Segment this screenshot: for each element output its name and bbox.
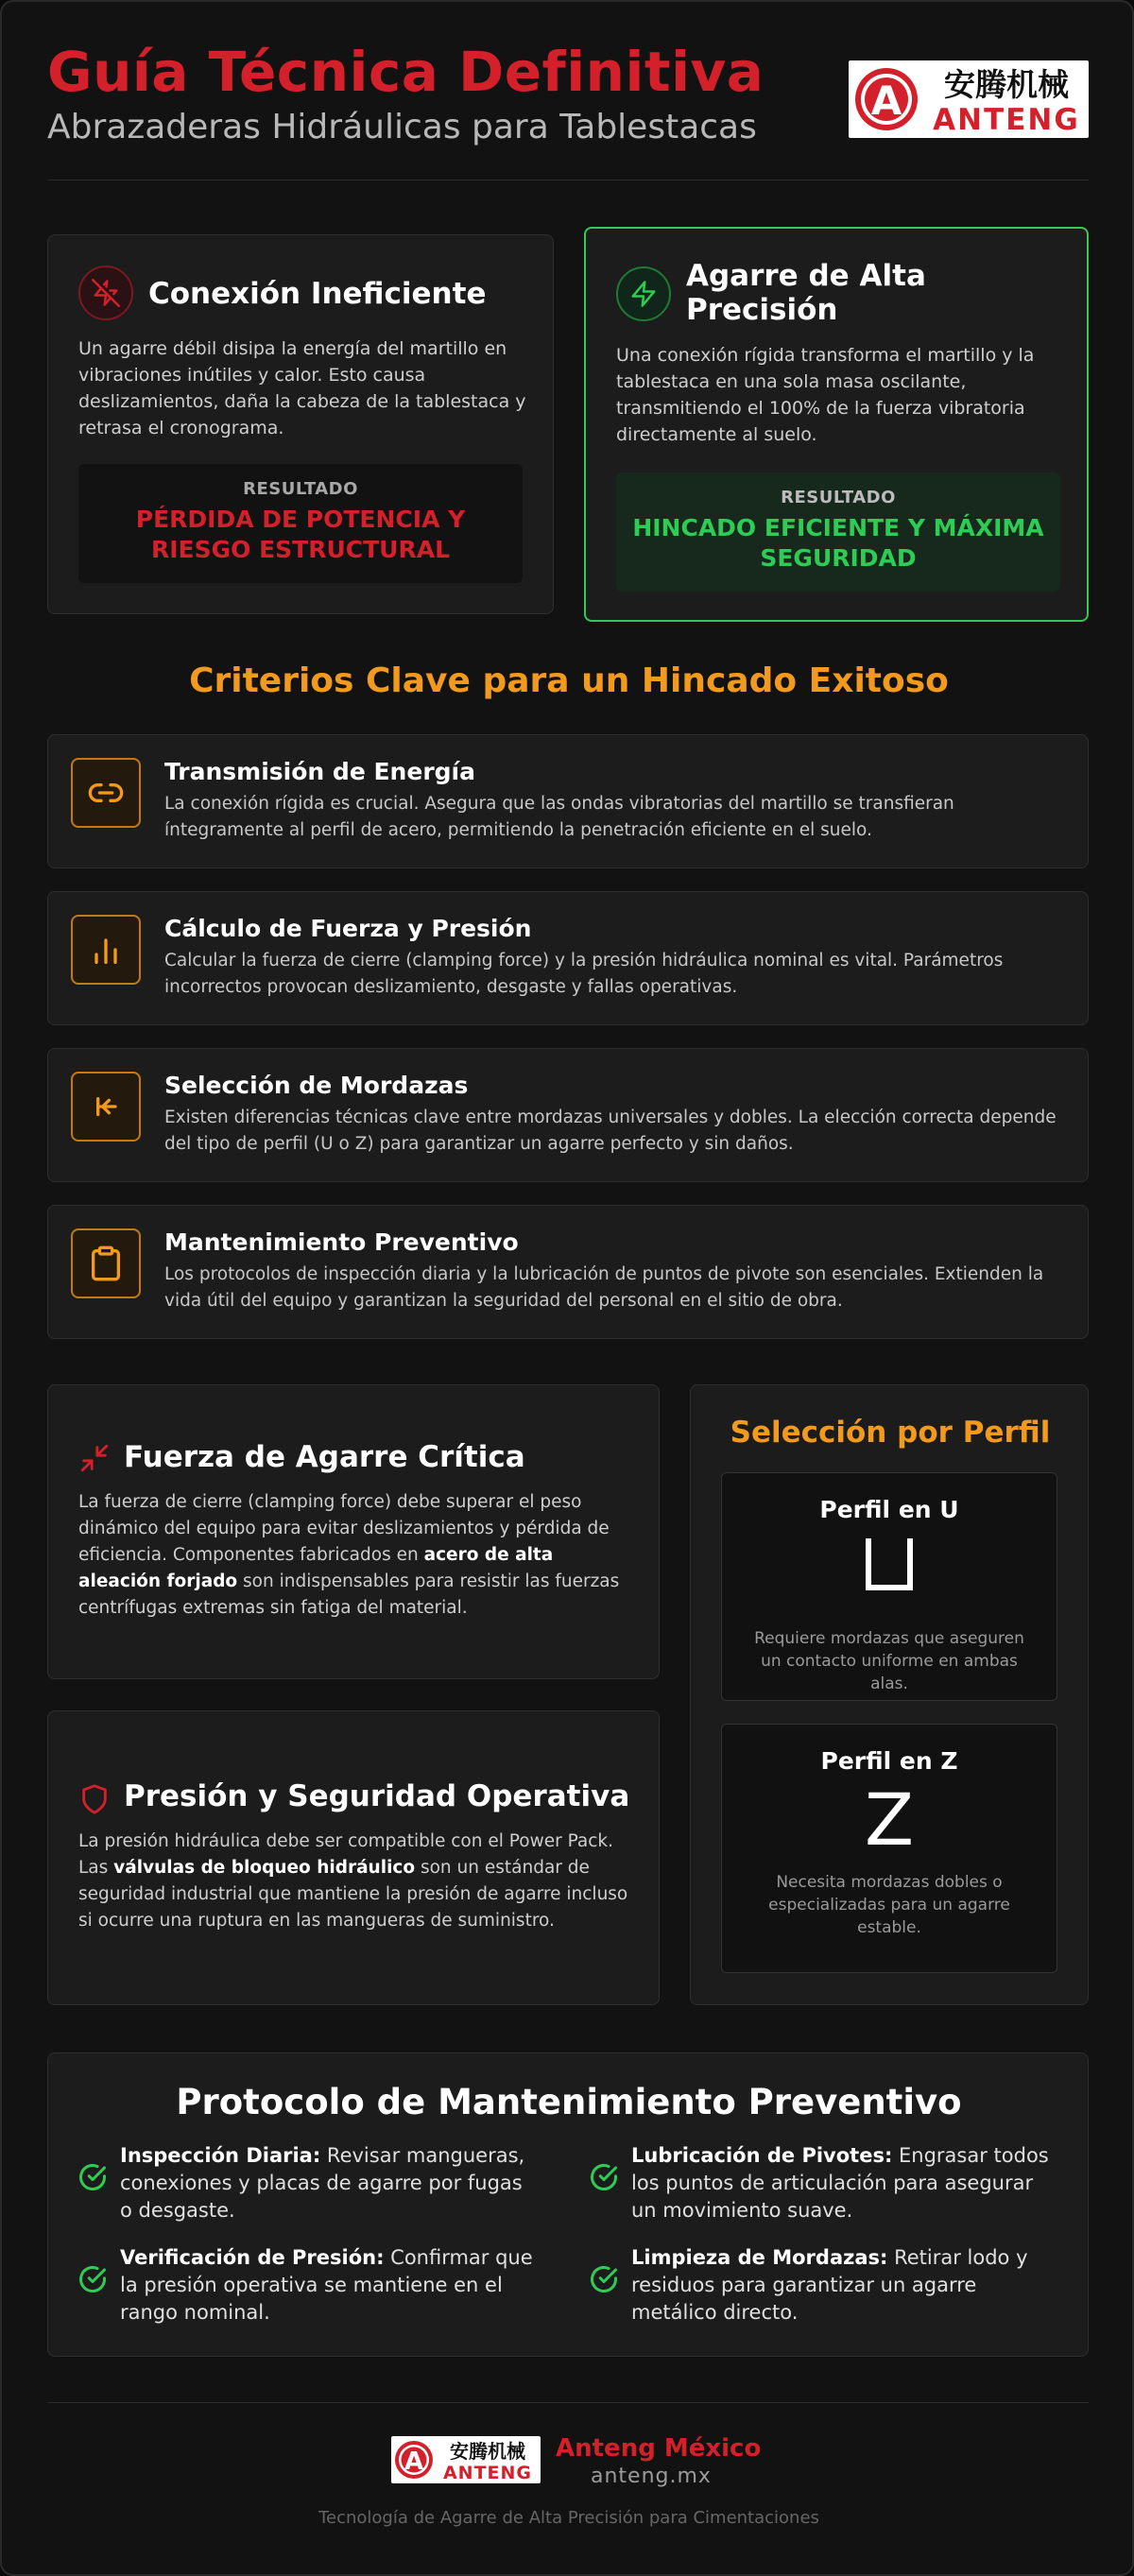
criteria-title: Cálculo de Fuerza y Presión bbox=[164, 915, 532, 942]
shield-icon bbox=[78, 1783, 111, 1815]
result-value-line1: HINCADO EFICIENTE Y MÁXIMA bbox=[632, 514, 1044, 541]
criteria-item-force bbox=[47, 891, 1089, 1025]
criteria-title: Transmisión de Energía bbox=[164, 758, 475, 785]
svg-text:安腾机械: 安腾机械 bbox=[450, 2440, 525, 2463]
card-text: La presión hidráulica debe ser compatible con el Power Pack. Las válvulas de bloqueo hidráulico son un estándar de seguridad industrial que mantiene la presión de agarre incluso si ocurre una ruptura en las mangueras de suministro. bbox=[78, 1831, 628, 1931]
criteria-title: Mantenimiento Preventivo bbox=[164, 1228, 519, 1256]
inefficient-connection-card bbox=[47, 234, 554, 614]
clamping-force-card bbox=[47, 1384, 660, 1679]
criteria-text: Calcular la fuerza de cierre (clamping force) y la presión hidráulica nominal es vital. Parámetros incorrectos provocan deslizamiento, desgaste y fallas operativas. bbox=[164, 951, 1004, 997]
maintenance-text: Lubricación de Pivotes: Engrasar todos los puntos de articulación para asegurar un movimiento suave. bbox=[631, 2144, 1049, 2222]
maintenance-text: Inspección Diaria: Revisar mangueras, conexiones y placas de agarre por fugas o desgaste. bbox=[120, 2144, 525, 2222]
bar-chart-icon bbox=[71, 915, 141, 985]
check-circle-icon bbox=[78, 2163, 107, 2191]
card-title-line2: Precisión bbox=[686, 293, 838, 327]
criteria-section-title: Criterios Clave para un Hincado Exitoso bbox=[189, 661, 949, 700]
profile-title: Perfil en U bbox=[819, 1496, 959, 1523]
profile-text: Necesita mordazas dobles o especializadas para un agarre estable. bbox=[768, 1873, 1010, 1937]
minimize-arrows-icon bbox=[78, 1442, 111, 1474]
clipboard-icon bbox=[71, 1228, 141, 1298]
svg-text:ANTENG: ANTENG bbox=[442, 2463, 533, 2483]
pressure-safety-card bbox=[47, 1710, 660, 2005]
card-title-line1: Agarre de Alta bbox=[686, 259, 926, 293]
anteng-logo-small bbox=[391, 2436, 541, 2483]
criteria-item-jaws bbox=[47, 1048, 1089, 1182]
result-box bbox=[616, 472, 1060, 592]
check-circle-icon bbox=[590, 2163, 618, 2191]
footer-tagline: Tecnología de Agarre de Alta Precisión para Cimentaciones bbox=[318, 2508, 819, 2528]
maintenance-text: Verificación de Presión: Confirmar que la presión operativa se mantiene en el rango nominal. bbox=[120, 2246, 533, 2324]
logo-cn-text: 安腾机械 bbox=[944, 66, 1069, 103]
high-precision-card bbox=[584, 227, 1089, 622]
profile-selection-card bbox=[690, 1384, 1089, 2005]
criteria-text: Los protocolos de inspección diaria y la lubricación de puntos de pivote son esenciales. Extienden la vida útil del equipo y garantizan la seguridad del personal en el sitio de obra. bbox=[164, 1264, 1044, 1311]
card-text: Un agarre débil disipa la energía del martillo en vibraciones inútiles y calor. Esto causa deslizamientos, daña la cabeza de la tablestaca y retrasa el cronograma. bbox=[78, 338, 526, 438]
arrow-to-bar-icon bbox=[71, 1072, 141, 1142]
criteria-item-maintenance bbox=[47, 1205, 1089, 1339]
card-title: Fuerza de Agarre Crítica bbox=[124, 1440, 525, 1474]
zap-off-icon bbox=[78, 266, 133, 320]
maintenance-title: Protocolo de Mantenimiento Preventivo bbox=[176, 2082, 962, 2122]
maintenance-protocol-card bbox=[47, 2052, 1089, 2357]
svg-text:A: A bbox=[404, 2447, 424, 2476]
result-value-line2: RIESGO ESTRUCTURAL bbox=[150, 536, 451, 563]
z-profile-icon: Z bbox=[864, 1777, 915, 1862]
svg-text:A: A bbox=[870, 77, 902, 124]
zap-icon bbox=[616, 266, 671, 321]
footer-divider bbox=[47, 2402, 1089, 2403]
maintenance-text: Limpieza de Mordazas: Retirar lodo y residuos para garantizar un agarre metálico directo. bbox=[631, 2246, 1028, 2324]
logo-en-text: ANTENG bbox=[933, 103, 1080, 137]
result-label: RESULTADO bbox=[243, 479, 358, 499]
u-profile-icon bbox=[722, 1535, 1057, 1610]
check-circle-icon bbox=[590, 2265, 618, 2293]
result-value-line2: SEGURIDAD bbox=[760, 544, 917, 572]
page-title: Guía Técnica Definitiva bbox=[47, 40, 765, 104]
card-text: La fuerza de cierre (clamping force) debe superar el peso dinámico del equipo para evitar deslizamientos y pérdida de eficiencia. Componentes fabricados en acero de alta aleación forjado son indispensables para resistir las fuerzas centrífugas extremas sin fatiga del material. bbox=[78, 1492, 620, 1618]
criteria-item-energy bbox=[47, 734, 1089, 868]
criteria-title: Selección de Mordazas bbox=[164, 1072, 469, 1099]
criteria-text: La conexión rígida es crucial. Asegura que las ondas vibratorias del martillo se transfieran íntegramente al perfil de acero, permitiendo la penetración eficiente en el suelo. bbox=[164, 794, 954, 840]
check-circle-icon bbox=[78, 2265, 107, 2293]
result-box bbox=[78, 464, 523, 583]
link-icon bbox=[71, 758, 141, 828]
card-text: Una conexión rígida transforma el martillo y la tablestaca en una sola masa oscilante, transmitiendo el 100% de la fuerza vibratoria directamente al suelo. bbox=[616, 345, 1035, 445]
criteria-text: Existen diferencias técnicas clave entre mordazas universales y dobles. La elección correcta depende del tipo de perfil (U o Z) para garantizar un agarre perfecto y sin daños. bbox=[164, 1108, 1057, 1154]
result-value-line1: PÉRDIDA DE POTENCIA Y bbox=[135, 506, 466, 533]
profile-u-box bbox=[721, 1472, 1057, 1701]
card-title: Presión y Seguridad Operativa bbox=[124, 1779, 630, 1813]
card-title: Conexión Ineficiente bbox=[148, 277, 487, 311]
page-subtitle: Abrazaderas Hidráulicas para Tablestacas bbox=[47, 108, 757, 146]
profile-title: Perfil en Z bbox=[820, 1747, 958, 1775]
result-label: RESULTADO bbox=[781, 488, 896, 507]
footer-url[interactable]: anteng.mx bbox=[591, 2464, 712, 2488]
profile-section-title: Selección por Perfil bbox=[730, 1416, 1051, 1450]
footer-brand: Anteng México bbox=[556, 2434, 762, 2463]
anteng-logo bbox=[849, 60, 1089, 138]
profile-text: Requiere mordazas que aseguren un contacto uniforme en ambas alas. bbox=[754, 1629, 1024, 1693]
profile-z-box bbox=[721, 1724, 1057, 1973]
